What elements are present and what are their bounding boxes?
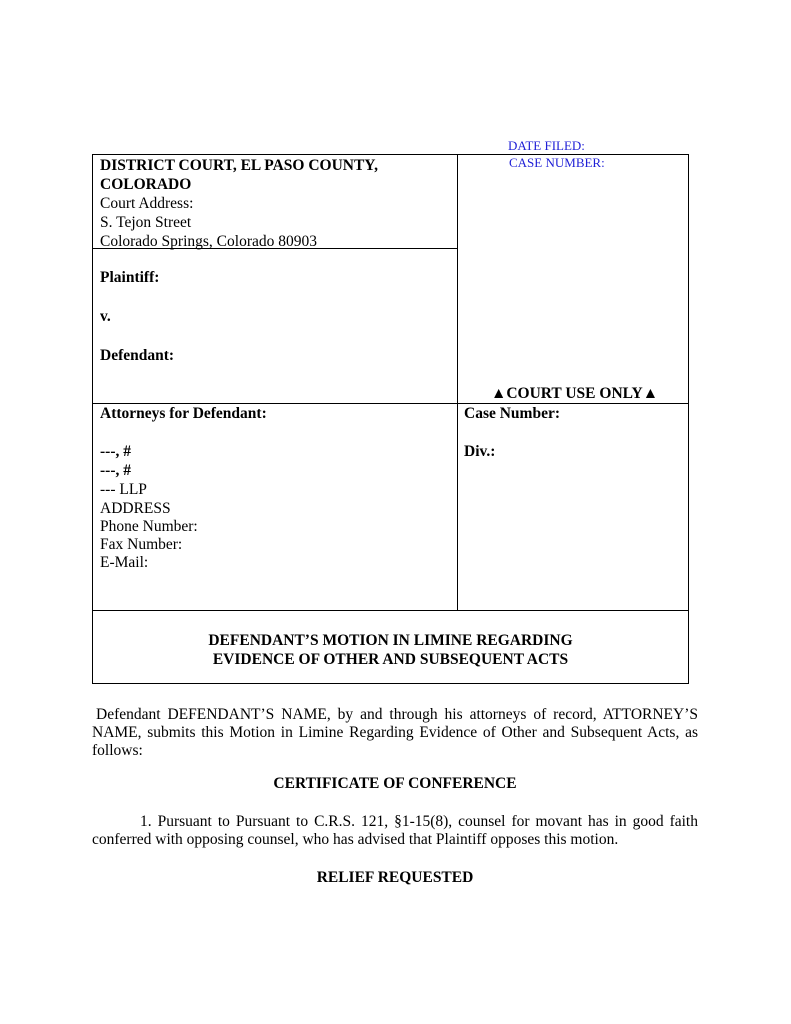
versus-label: v. xyxy=(100,308,111,325)
court-name-line2: COLORADO xyxy=(100,176,192,193)
motion-title-line1: DEFENDANT’S MOTION IN LIMINE REGARDING xyxy=(208,632,573,649)
court-city: Colorado Springs, Colorado 80903 xyxy=(100,233,317,250)
title-row-divider xyxy=(93,610,688,611)
case-caption-table xyxy=(92,154,689,684)
defendant-label: Defendant: xyxy=(100,347,175,364)
fax-label: Fax Number: xyxy=(100,536,183,553)
case-number-label: Case Number: xyxy=(464,405,560,422)
email-label: E-Mail: xyxy=(100,554,149,571)
court-street: S. Tejon Street xyxy=(100,214,192,231)
attorneys-heading: Attorneys for Defendant: xyxy=(100,405,267,422)
court-name-line1: DISTRICT COURT, EL PASO COUNTY, xyxy=(100,157,378,174)
attorneys-block xyxy=(100,404,267,572)
plaintiff-label: Plaintiff: xyxy=(100,269,160,286)
case-number-stamp-label: CASE NUMBER: xyxy=(509,155,605,170)
division-label: Div.: xyxy=(464,443,496,460)
court-use-only-label: ▲COURT USE ONLY▲ xyxy=(491,385,659,402)
date-filed-label: DATE FILED: xyxy=(508,138,585,153)
court-info xyxy=(100,156,450,251)
caption-column-divider xyxy=(457,155,458,611)
phone-label: Phone Number: xyxy=(100,518,198,535)
relief-heading: RELIEF REQUESTED xyxy=(316,869,474,886)
motion-title xyxy=(93,631,688,669)
attorney-2: ---, # xyxy=(100,462,131,479)
law-firm: --- LLP xyxy=(100,481,147,498)
paragraph-1: 1. Pursuant to Pursuant to C.R.S. 121, §1-15(8), counsel for movant has in good faith conferred with opposing counsel, who has advised that Plaintiff opposes this motion. xyxy=(92,813,698,848)
certificate-heading: CERTIFICATE OF CONFERENCE xyxy=(273,775,517,792)
parties-block xyxy=(100,268,174,385)
court-address-label: Court Address: xyxy=(100,195,194,212)
firm-address: ADDRESS xyxy=(100,500,171,517)
case-number-block xyxy=(464,404,560,461)
intro-paragraph: Defendant DEFENDANT’S NAME, by and through his attorneys of record, ATTORNEY’S NAME, submits this Motion in Limine Regarding Evidence of Other and Subsequent Acts, as follows: xyxy=(92,706,698,759)
attorney-1: ---, # xyxy=(100,443,131,460)
motion-title-line2: EVIDENCE OF OTHER AND SUBSEQUENT ACTS xyxy=(212,651,569,668)
